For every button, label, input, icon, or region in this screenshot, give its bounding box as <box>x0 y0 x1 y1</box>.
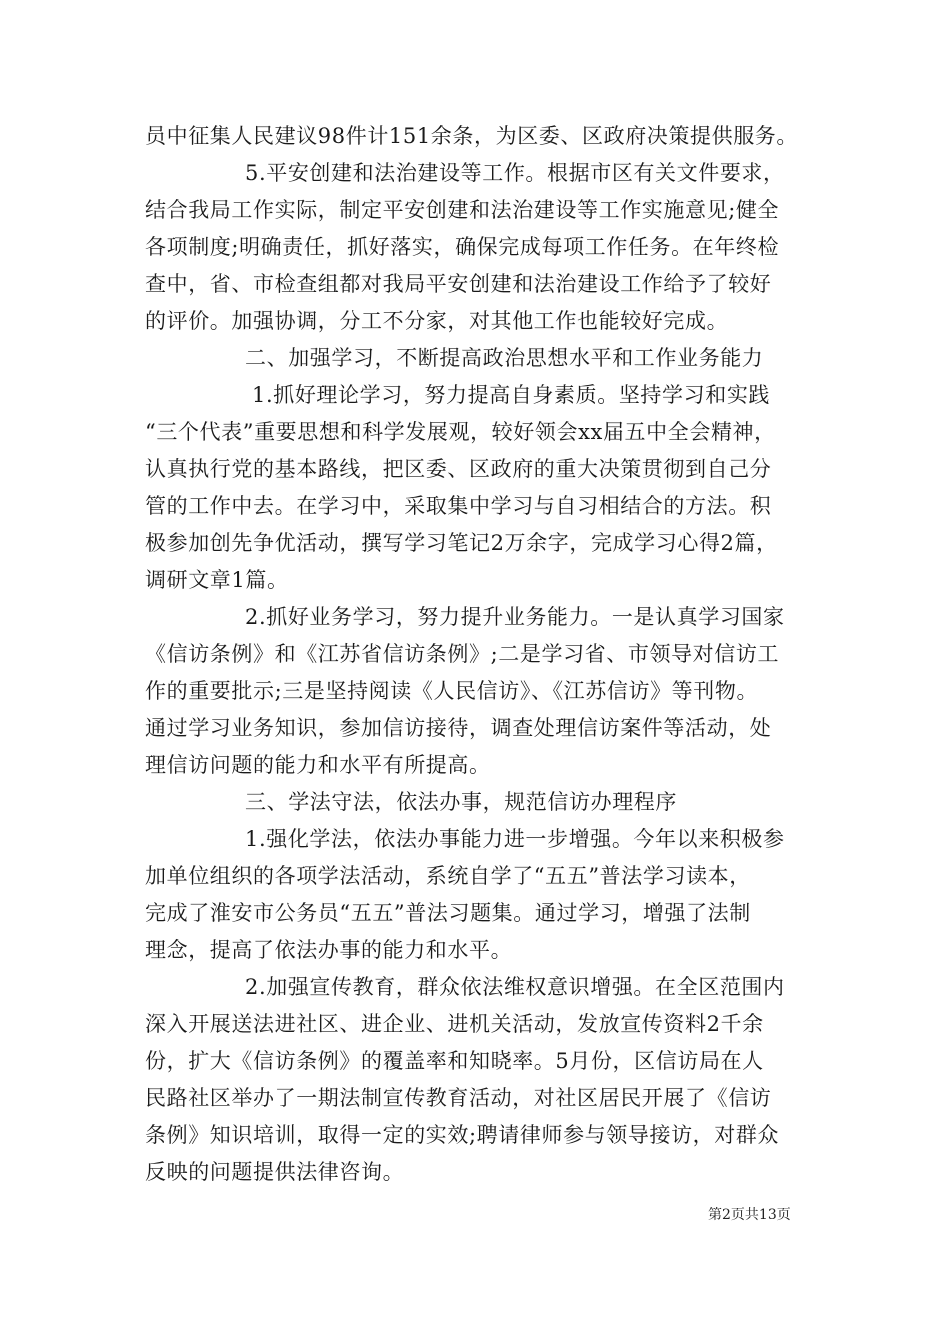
text-line: 深入开展送法进社区、进企业、进机关活动，发放宣传资料2千余 <box>145 1012 764 1036</box>
text-line: 结合我局工作实际，制定平安创建和法治建设等工作实施意见;健全 <box>145 198 780 222</box>
section-heading: 三、学法守法，依法办事，规范信访办理程序 <box>245 790 677 814</box>
text-line: 管的工作中去。在学习中，采取集中学习与自习相结合的方法。积 <box>145 494 772 518</box>
text-line: 理信访问题的能力和水平有所提高。 <box>145 753 491 777</box>
text-line: 1.抓好理论学习，努力提高自身素质。坚持学习和实践 <box>252 383 771 407</box>
text-line: 民路社区举办了一期法制宣传教育活动，对社区居民开展了《信访 <box>145 1086 772 1110</box>
text-line: 完成了淮安市公务员“五五”普法习题集。通过学习，增强了法制 <box>145 901 751 925</box>
text-line: 2.加强宣传教育，群众依法维权意识增强。在全区范围内 <box>245 975 785 999</box>
text-line: 作的重要批示;三是坚持阅读《人民信访》、《江苏信访》等刊物。 <box>145 679 759 703</box>
text-line: 极参加创先争优活动，撰写学习笔记2万余字，完成学习心得2篇， <box>145 531 778 555</box>
text-line: 加单位组织的各项学法活动，系统自学了“五五”普法学习读本， <box>145 864 751 888</box>
text-line: 的评价。加强协调，分工不分家，对其他工作也能较好完成。 <box>145 309 729 333</box>
text-line: 认真执行党的基本路线，把区委、区政府的重大决策贯彻到自己分 <box>145 457 772 481</box>
text-line: 反映的问题提供法律咨询。 <box>145 1160 405 1184</box>
page-number: 第2页共13页 <box>708 1207 791 1223</box>
text-line: “三个代表”重要思想和科学发展观，较好领会xx届五中全会精神， <box>145 420 776 444</box>
text-line: 份，扩大《信访条例》的覆盖率和知晓率。5月份，区信访局在人 <box>145 1049 764 1073</box>
text-line: 通过学习业务知识，参加信访接待，调查处理信访案件等活动，处 <box>145 716 772 740</box>
text-line: 员中征集人民建议98件计151余条，为区委、区政府决策提供服务。 <box>145 124 799 148</box>
section-heading: 二、加强学习，不断提高政治思想水平和工作业务能力 <box>245 346 764 370</box>
text-line: 2.抓好业务学习，努力提升业务能力。一是认真学习国家 <box>245 605 785 629</box>
text-line: 1.强化学法，依法办事能力进一步增强。今年以来积极参 <box>245 827 785 851</box>
text-line: 理念，提高了依法办事的能力和水平。 <box>145 938 513 962</box>
text-line: 各项制度;明确责任，抓好落实，确保完成每项工作任务。在年终检 <box>145 235 780 259</box>
text-line: 调研文章1篇。 <box>145 568 289 592</box>
text-line: 5.平安创建和法治建设等工作。根据市区有关文件要求， <box>245 161 785 185</box>
text-line: 条例》知识培训，取得一定的实效;聘请律师参与领导接访，对群众 <box>145 1123 780 1147</box>
text-line: 《信访条例》和《江苏省信访条例》;二是学习省、市领导对信访工 <box>145 642 780 666</box>
text-line: 查中，省、市检查组都对我局平安创建和法治建设工作给予了较好 <box>145 272 772 296</box>
